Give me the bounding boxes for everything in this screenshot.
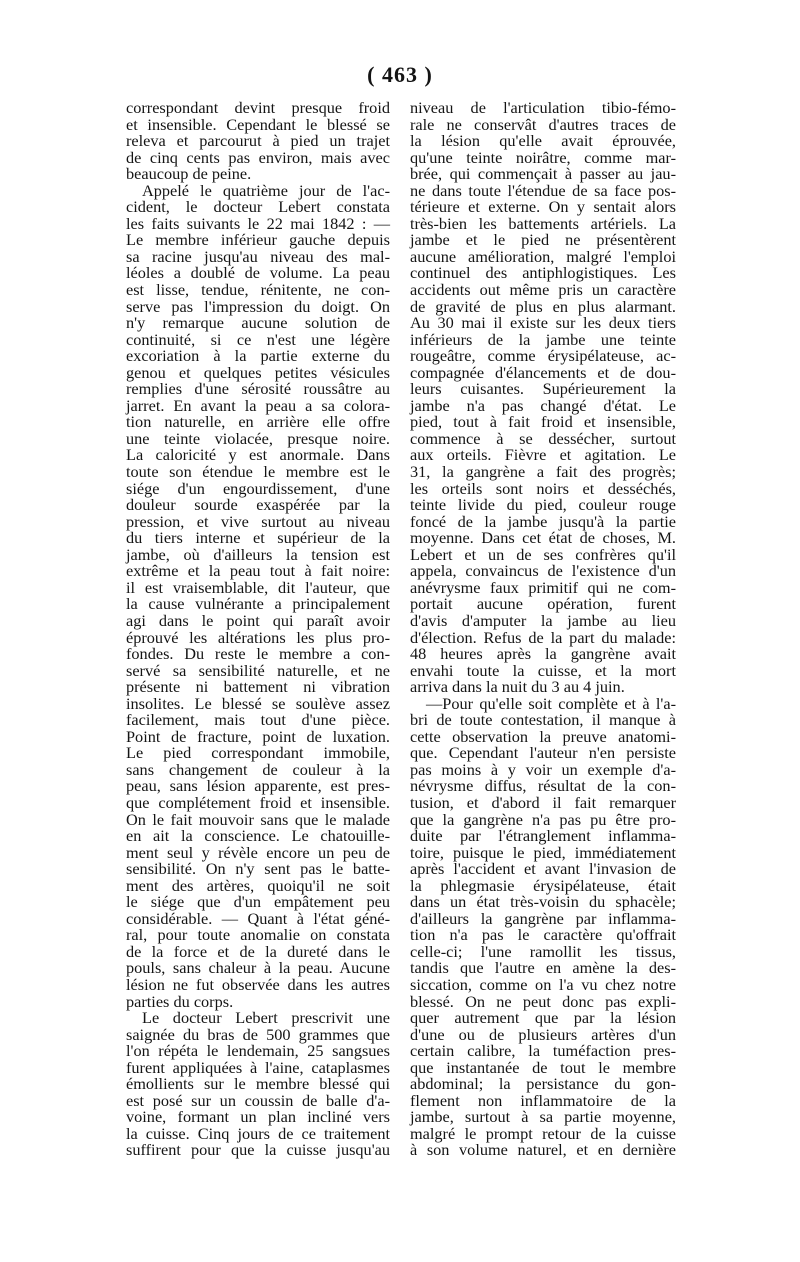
text-line: d'une ou de plusieurs artères d'un (410, 1024, 676, 1044)
text-line: que complétement froid et insensible. (126, 792, 390, 812)
text-line: considérable. — Quant à l'état géné- (126, 908, 390, 928)
text-line: présente ni battement ni vibration (126, 677, 390, 697)
left-column (126, 100, 390, 1159)
text-line: cident, le docteur Lebert constata (126, 197, 390, 217)
text-line: émollients sur le membre blessé qui (126, 1074, 390, 1094)
text-line: jarret. En avant la peau a sa colora- (126, 395, 390, 415)
text-line: blessé. On ne peut donc pas expli- (410, 991, 676, 1011)
text-line: extrême et la peau tout à fait noire: (126, 561, 390, 581)
text-line: 48 heures après la gangrène avait (410, 644, 676, 664)
text-line: envahi toute la cuisse, et la mort (410, 660, 676, 680)
text-line: la cause vulnérante a principalement (126, 594, 390, 614)
text-line: lésion ne fut observée dans les autres (126, 974, 390, 994)
text-line: moyenne. Dans cet état de choses, M. (410, 528, 676, 548)
text-line: Le membre inférieur gauche depuis (126, 230, 390, 250)
text-line: servé sa sensibilité naturelle, et ne (126, 660, 390, 680)
text-line: teinte livide du pied, couleur rouge (410, 495, 676, 515)
text-line: voine, formant un plan incliné vers (126, 1107, 390, 1127)
text-line: certain calibre, la tuméfaction pres- (410, 1041, 676, 1061)
text-line: le siége que d'un empâtement peu (126, 892, 390, 912)
text-line: cette observation la preuve anatomi- (410, 726, 676, 746)
text-line: 31, la gangrène a fait des progrès; (410, 462, 676, 482)
text-line: tion naturelle, en arrière elle offre (126, 412, 390, 432)
text-line: arriva dans la nuit du 3 au 4 juin. (410, 677, 625, 697)
text-line: léoles a doublé de volume. La peau (126, 263, 390, 283)
text-line: que. Cependant l'auteur n'en persiste (410, 743, 676, 763)
text-line: Le docteur Lebert prescrivit une (142, 1008, 390, 1028)
text-line: ment seul y révèle encore un peu de (126, 842, 390, 862)
text-line: jambe et le pied ne présentèrent (410, 230, 676, 250)
page-number: ( 463 ) (367, 62, 433, 87)
text-line: l'on répéta le lendemain, 25 sangsues (126, 1041, 390, 1061)
text-line: La caloricité y est anormale. Dans (126, 445, 390, 465)
text-line: aucune amélioration, malgré l'emploi (410, 246, 676, 266)
text-line: abdominal; la persistance du gon- (410, 1074, 676, 1094)
text-line: fondes. Du reste le membre a con- (126, 644, 390, 664)
text-line: la phlegmasie érysipélateuse, était (410, 875, 676, 895)
text-line: que instantanée de tout le membre (410, 1057, 676, 1077)
text-line: insolites. Le blessé se soulève assez (126, 693, 390, 713)
text-line: très-bien les battements artériels. La (410, 213, 676, 233)
text-line: dans un état très-voisin du sphacèle; (410, 892, 676, 912)
text-line: portait aucune opération, furent (410, 594, 676, 614)
text-line: une teinte violacée, presque noire. (126, 428, 390, 448)
text-line: tion n'a pas le caractère qu'offrait (410, 925, 676, 945)
text-line: toire, puisque le pied, immédiatement (410, 842, 676, 862)
text-line: les orteils sont noirs et desséchés, (410, 478, 676, 498)
text-line: peau, sans lésion apparente, est pres- (126, 776, 390, 796)
text-line: pouls, sans chaleur à la peau. Aucune (126, 958, 390, 978)
text-line: agi dans le point qui paraît avoir (126, 610, 390, 630)
text-line: niveau de l'articulation tibio-fémo- (410, 98, 676, 117)
text-line: térieure et externe. On y sentait alors (410, 197, 676, 217)
text-line: ne dans toute l'étendue de sa face pos- (410, 180, 676, 200)
text-line: serve pas l'impression du doigt. On (126, 296, 390, 316)
text-line: de la force et de la dureté dans le (126, 941, 390, 961)
text-line: foncé de la jambe jusqu'à la partie (410, 511, 676, 531)
text-line: tandis que l'autre en amène la des- (410, 958, 676, 978)
text-line: remplies d'une sérosité roussâtre au (126, 379, 390, 399)
text-line: excoriation à la partie externe du (126, 346, 390, 366)
text-line: d'avis d'amputer la jambe au lieu (410, 610, 676, 630)
text-line: —Pour qu'elle soit complète et à l'a- (426, 693, 676, 713)
text-line: d'élection. Refus de la part du malade: (410, 627, 676, 647)
text-line: beaucoup de peine. (126, 164, 252, 184)
text-line: continuel des antiphlogistiques. Les (410, 263, 676, 283)
text-line: la lésion qu'elle avait éprouvée, (410, 131, 676, 151)
text-line: sans changement de couleur à la (126, 759, 390, 779)
text-line: facilement, mais tout d'une pièce. (126, 710, 390, 730)
text-line: compagnée d'élancements et de dou- (410, 362, 676, 382)
text-line: saignée du bras de 500 grammes que (126, 1024, 390, 1044)
text-line: Lebert et un de ses confrères qu'il (410, 544, 676, 564)
text-line: aux orteils. Fièvre et agitation. Le (410, 445, 676, 465)
text-line: Point de fracture, point de luxation. (126, 726, 390, 746)
text-line: ral, pour toute anomalie on constata (126, 925, 390, 945)
text-line: siccation, comme on l'a vu chez notre (410, 974, 676, 994)
text-line: jambe, surtout à sa partie moyenne, (410, 1107, 676, 1127)
text-line: est lisse, tendue, rénitente, ne con- (126, 280, 390, 300)
text-line: en ait la conscience. Le chatouille- (126, 826, 390, 846)
text-line: Appelé le quatrième jour de l'ac- (142, 180, 390, 200)
text-line: de gravité de plus en plus alarmant. (410, 296, 676, 316)
text-line: Au 30 mai il existe sur les deux tiers (410, 313, 676, 333)
text-line: siége d'un engourdissement, d'une (126, 478, 390, 498)
text-line: inférieurs de la jambe une teinte (410, 329, 676, 349)
text-line: est posé sur un coussin de balle d'a- (126, 1090, 390, 1110)
text-line: d'ailleurs la gangrène par inflamma- (410, 908, 676, 928)
text-line: continuité, si ce n'est une légère (126, 329, 390, 349)
text-line: commence à se dessécher, surtout (410, 428, 676, 448)
text-line: après l'accident et avant l'invasion de (410, 859, 676, 879)
text-line: duite par l'étranglement inflamma- (410, 826, 676, 846)
text-line: parties du corps. (126, 991, 234, 1011)
text-line: douleur sourde exaspérée par la (126, 495, 390, 515)
text-line: et insensible. Cependant le blessé se (126, 114, 390, 134)
text-line: pas moins à y voir un exemple d'a- (410, 759, 676, 779)
text-line: la cuisse. Cinq jours de ce traitement (126, 1123, 390, 1143)
text-line: correspondant devint presque froid (126, 98, 390, 117)
text-line: appela, convaincus de l'existence d'un (410, 561, 676, 581)
text-line: malgré le prompt retour de la cuisse (410, 1123, 676, 1143)
text-line: ment des artères, quoiqu'il ne soit (126, 875, 390, 895)
text-line: sensibilité. On n'y sent pas le batte- (126, 859, 390, 879)
text-line: rougeâtre, comme érysipélateuse, ac- (410, 346, 676, 366)
text-line: genou et quelques petites vésicules (126, 362, 390, 382)
text-line: brée, qui commençait à passer au jau- (410, 164, 676, 184)
text-line: sa racine jusqu'au niveau des mal- (126, 246, 390, 266)
text-line: accidents out même pris un caractère (410, 280, 676, 300)
text-line: flement non inflammatoire de la (410, 1090, 676, 1110)
text-line: bri de toute contestation, il manque à (410, 710, 676, 730)
right-column (410, 100, 676, 1159)
text-line: pression, et vive surtout au niveau (126, 511, 390, 531)
text-line: du tiers interne et supérieur de la (126, 528, 390, 548)
text-line: On le fait mouvoir sans que le malade (126, 809, 390, 829)
text-line: anévrysme faux primitif qui ne com- (410, 577, 676, 597)
text-line: il est vraisemblable, dit l'auteur, que (126, 577, 390, 597)
text-line: à son volume naturel, et en dernière (410, 1140, 676, 1160)
text-line: qu'une teinte noirâtre, comme mar- (410, 147, 676, 167)
text-line: éprouvé les altérations les plus pro- (126, 627, 390, 647)
text-line: de cinq cents pas environ, mais avec (126, 147, 390, 167)
text-line: quer autrement que par la lésion (410, 1008, 676, 1028)
text-line: n'y remarque aucune solution de (126, 313, 390, 333)
text-line: leurs cuisantes. Supérieurement la (410, 379, 676, 399)
text-line: jambe, où d'ailleurs la tension est (126, 544, 390, 564)
text-line: suffirent pour que la cuisse jusqu'au (126, 1140, 390, 1160)
text-line: releva et parcourut à pied un trajet (126, 131, 390, 151)
text-line: Le pied correspondant immobile, (126, 743, 390, 763)
text-line: celle-ci; l'une ramollit les tissus, (410, 941, 676, 961)
text-line: tusion, et d'abord il fait remarquer (410, 792, 676, 812)
text-line: névrysme diffus, résultat de la con- (410, 776, 676, 796)
text-line: furent appliquées à l'aine, cataplasmes (126, 1057, 390, 1077)
text-line: rale ne conservât d'autres traces de (410, 114, 676, 134)
text-line: les faits suivants le 22 mai 1842 : — (126, 213, 390, 233)
text-line: que la gangrène n'a pas pu être pro- (410, 809, 676, 829)
text-line: jambe n'a pas changé d'état. Le (410, 395, 676, 415)
text-line: pied, tout à fait froid et insensible, (410, 412, 676, 432)
text-line: toute son étendue le membre est le (126, 462, 390, 482)
